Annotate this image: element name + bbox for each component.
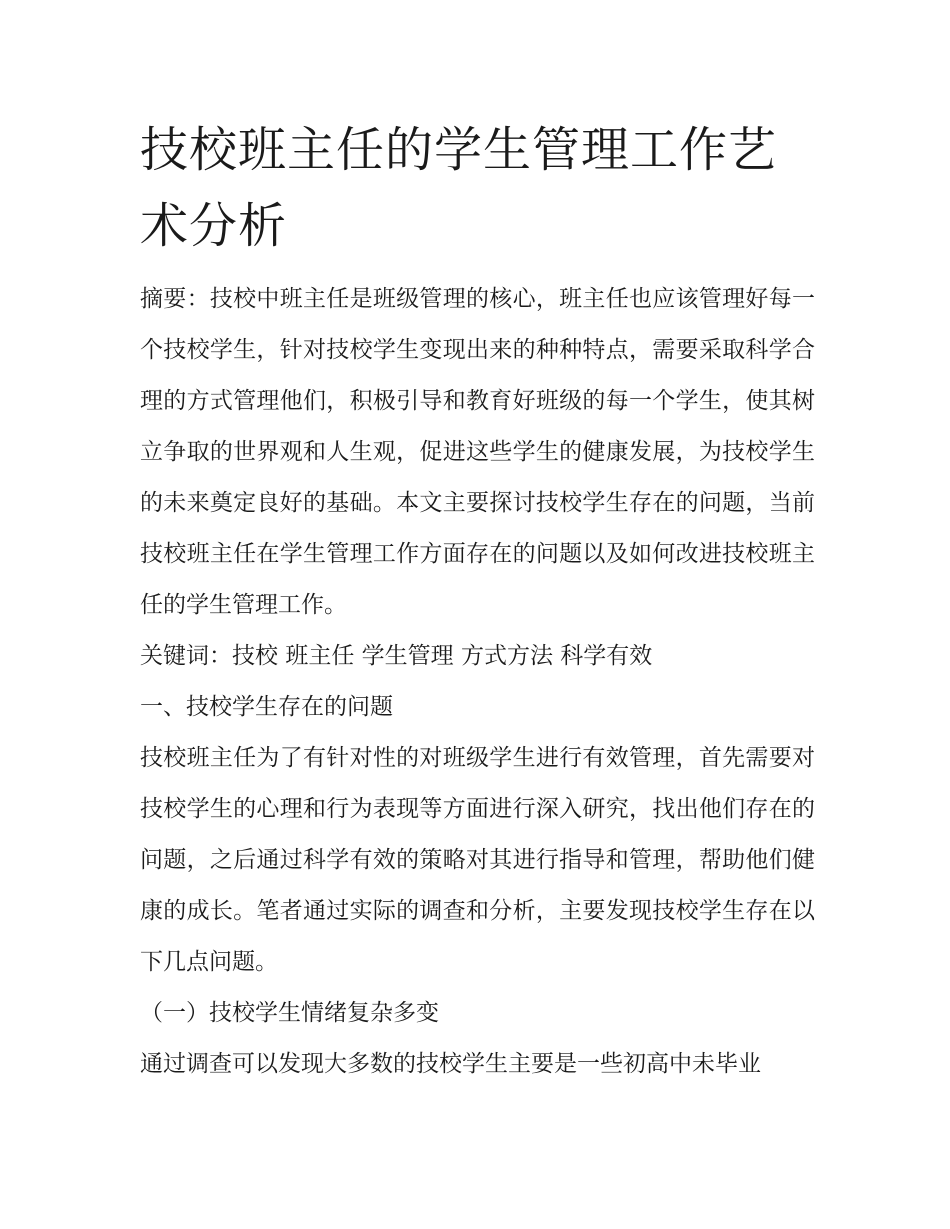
keyword-item: 班主任 — [285, 643, 355, 669]
subsection-1-paragraph: 通过调查可以发现大多数的技校学生主要是一些初高中未毕业 — [140, 1051, 761, 1077]
abstract-paragraph — [140, 274, 815, 631]
keyword-item: 技校 — [232, 643, 278, 669]
document-title: 技校班主任的学生管理工作艺术分析 — [140, 122, 778, 254]
keyword-item: 方式方法 — [460, 643, 553, 669]
keyword-item: 科学有效 — [560, 643, 653, 669]
section-heading-1: 一、技校学生存在的问题 — [140, 694, 393, 720]
abstract-label: 摘要： — [140, 286, 210, 312]
abstract-text: 技校中班主任是班级管理的核心，班主任也应该管理好每一个技校学生，针对技校学生变现出来的种种特点，需要采取科学合理的方式管理他们，积极引导和教育好班级的每一个学生，使其树立争取的世界观和人生观，促进这些学生的健康发展，为技校学生的未来奠定良好的基础。本文主要探讨技校学生存在的问题，当前技校班主任在学生管理工作方面存在的问题以及如何改进技校班主任的学生管理工作。 — [140, 286, 816, 618]
section-intro-paragraph: 技校班主任为了有针对性的对班级学生进行有效管理，首先需要对技校学生的心理和行为表现等方面进行深入研究，找出他们存在的问题，之后通过科学有效的策略对其进行指导和管理，帮助他们健康的成长。笔者通过实际的调查和分析，主要发现技校学生存在以下几点问题。 — [140, 745, 815, 975]
document-page — [140, 112, 815, 1090]
keyword-item: 学生管理 — [361, 643, 454, 669]
keywords-line — [140, 631, 815, 733]
keywords-label: 关键词： — [140, 643, 232, 669]
subsection-heading-1: （一）技校学生情绪复杂多变 — [140, 1000, 439, 1026]
